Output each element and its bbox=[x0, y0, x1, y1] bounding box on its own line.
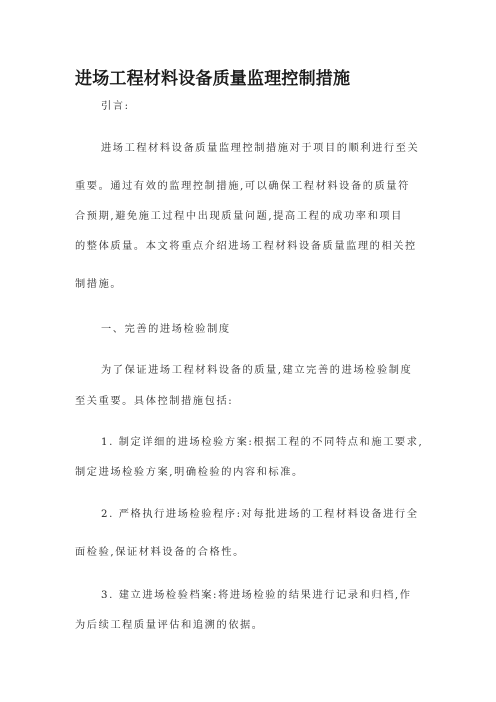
paragraph-line: 的整体质量。本文将重点介绍进场工程材料设备质量监理的相关控 bbox=[75, 241, 417, 252]
list-item-line: 1. 制定详细的进场检验方案:根据工程的不同特点和施工要求, bbox=[101, 437, 424, 448]
section-heading: 一、完善的进场检验制度 bbox=[101, 324, 231, 335]
list-item-line: 为后续工程质量评估和追溯的依据。 bbox=[75, 620, 264, 631]
intro-heading: 引言: bbox=[101, 101, 130, 112]
paragraph-line: 重要。通过有效的监理控制措施,可以确保工程材料设备的质量符 bbox=[75, 181, 410, 192]
list-item-line: 面检验,保证材料设备的合格性。 bbox=[75, 547, 245, 558]
paragraph-line: 至关重要。具体控制措施包括: bbox=[75, 396, 234, 407]
list-item-line: 3. 建立进场检验档案:将进场检验的结果进行记录和归档,作 bbox=[101, 590, 412, 601]
list-item-line: 制定进场检验方案,明确检验的内容和标准。 bbox=[75, 467, 304, 478]
paragraph-line: 合预期,避免施工过程中出现质量问题,提高工程的成功率和项目 bbox=[75, 211, 403, 222]
paragraph-line: 制措施。 bbox=[75, 279, 123, 290]
list-item-line: 2. 严格执行进场检验程序:对每批进场的工程材料设备进行全 bbox=[101, 509, 419, 520]
document-title: 进场工程材料设备质量监理控制措施 bbox=[75, 69, 351, 89]
paragraph-line: 为了保证进场工程材料设备的质量,建立完善的进场检验制度 bbox=[101, 365, 413, 376]
paragraph-line: 进场工程材料设备质量监理控制措施对于项目的顺利进行至关 bbox=[101, 143, 420, 154]
